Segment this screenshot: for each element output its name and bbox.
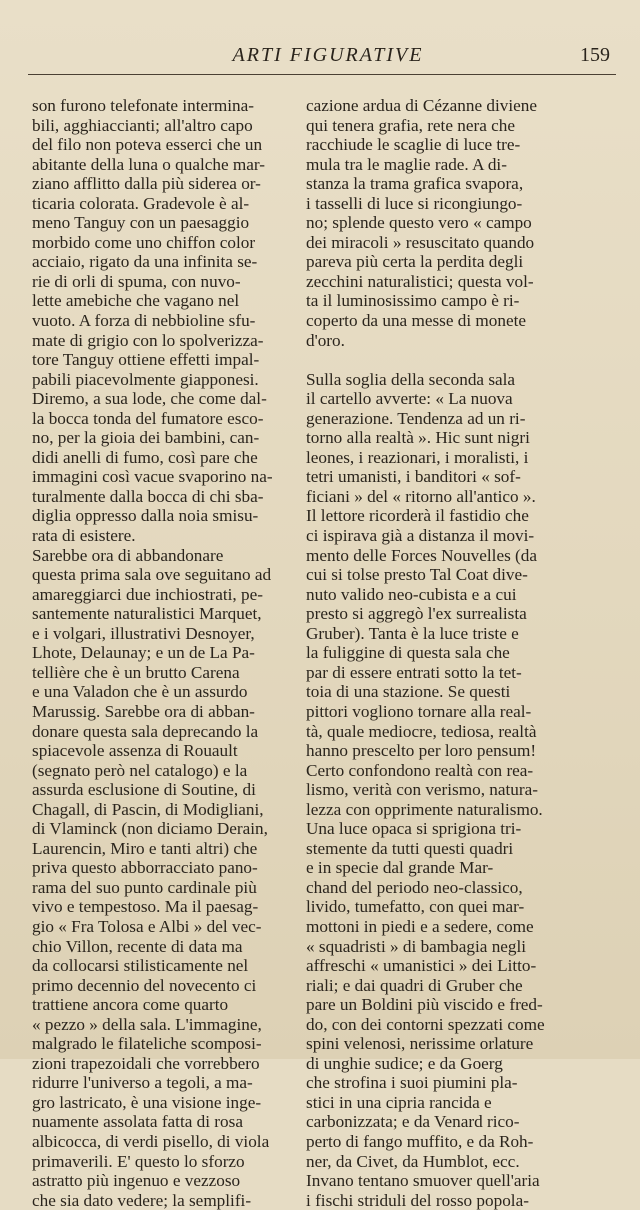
text-line: son furono telefonate intermina-: [32, 96, 254, 115]
text-line: malgrado le filateliche scomposi-: [32, 1034, 262, 1054]
text-line: coperto da una messe di monete: [306, 311, 527, 331]
text-line: gio « Fra Tolosa e Albi » del vec-: [32, 916, 262, 936]
text-line: livido, tumefatto, con quei mar-: [306, 897, 525, 917]
text-line: acciaio, rigato da una infinita se-: [32, 252, 258, 272]
text-line: donare questa sala deprecando la: [32, 721, 259, 741]
text-line: qui tenera grafia, rete nera che: [306, 115, 515, 135]
text-line: amareggiarci due inchiostrati, pe-: [32, 584, 263, 604]
text-line: primo decennio del novecento ci: [32, 975, 257, 995]
text-line: astratto più ingenuo e vezzoso: [32, 1171, 241, 1191]
page-number: 159: [580, 44, 610, 66]
text-line: cui si tolse presto Tal Coat dive-: [306, 565, 528, 585]
text-line: tore Tanguy ottiene effetti impal-: [32, 350, 260, 370]
page-header: [28, 44, 616, 76]
text-line: Una luce opaca si sprigiona tri-: [306, 819, 522, 839]
text-line: Marussig. Sarebbe ora di abban-: [32, 701, 255, 721]
left-column: [32, 96, 290, 1210]
text-line: Sarebbe ora di abbandonare: [32, 545, 224, 565]
text-line: dei miracoli » resuscitato quando: [306, 232, 535, 252]
text-line: meno Tanguy con un paesaggio: [32, 213, 250, 233]
text-line: turalmente dalla bocca di chi sba-: [32, 486, 264, 506]
text-line: lezza con opprimente naturalismo.: [306, 799, 543, 819]
text-line: no; splende questo vero « campo: [306, 213, 532, 233]
text-line: del filo non poteva esserci che un: [32, 135, 263, 155]
text-line: generazione. Tendenza ad un ri-: [306, 408, 526, 428]
text-line: da collocarsi stilisticamente nel: [32, 956, 249, 976]
text-line: par di essere entrati sotto la tet-: [306, 662, 522, 682]
text-line: lette amebiche che vagano nel: [32, 291, 240, 311]
text-line: tà, quale mediocre, tediosa, realtà: [306, 721, 537, 741]
text-line: mula tra le maglie rade. A di-: [306, 154, 507, 174]
text-line: « pezzo » della sala. L'immagine,: [32, 1014, 262, 1034]
text-line: Gruber). Tanta è la luce triste e: [306, 623, 519, 643]
text-line: chio Villon, recente di data ma: [32, 936, 243, 956]
text-line: rie di orli di spuma, con nuvo-: [32, 271, 241, 291]
text-line: priva questo abborracciato pano-: [32, 858, 258, 878]
text-line: tellière che è un brutto Carena: [32, 662, 240, 682]
running-title: ARTI FIGURATIVE: [232, 44, 424, 66]
text-line: ficiani » del « ritorno all'antico ».: [306, 486, 536, 506]
text-line: la bocca tonda del fumatore esco-: [32, 408, 264, 428]
text-line: hanno prescelto per loro pensum!: [306, 741, 537, 761]
text-line: primaverili. E' questo lo sforzo: [32, 1151, 245, 1171]
text-line: stanza la trama grafica svapora,: [306, 174, 524, 194]
text-line: vuoto. A forza di nebbioline sfu-: [32, 311, 256, 331]
text-line: e in specie dal grande Mar-: [306, 858, 494, 878]
text-line: didi anelli di fumo, così pare che: [32, 447, 258, 467]
text-line: santemente naturalistici Marquet,: [32, 604, 262, 624]
text-line: racchiude le scaglie di luce tre-: [306, 135, 521, 155]
text-line: la fuliggine di questa sala che: [306, 643, 510, 663]
text-line: zioni trapezoidali che vorrebbero: [32, 1053, 260, 1073]
text-line: Chagall, di Pascin, di Modigliani,: [32, 799, 264, 819]
text-line: nuamente assolata fatta di rosa: [32, 1112, 243, 1132]
text-line: di Vlaminck (non diciamo Derain,: [32, 819, 268, 839]
text-line: Sulla soglia della seconda sala: [306, 369, 516, 389]
text-line: il cartello avverte: « La nuova: [306, 389, 513, 409]
text-line: chand del periodo neo-classico,: [306, 877, 523, 897]
text-line: no, per la gioia dei bambini, can-: [32, 428, 260, 448]
paragraph-gap: [306, 350, 558, 370]
text-line: do, con dei contorni spezzati come: [306, 1014, 545, 1034]
text-line: mottoni in piedi e a sedere, come: [306, 916, 534, 936]
text-line: di unghie sudice; e da Goerg: [306, 1053, 503, 1073]
text-line: pabili piacevolmente giapponesi.: [32, 369, 259, 389]
text-line: i tasselli di luce si ricongiungo-: [306, 193, 523, 213]
text-line: carbonizzata; e da Venard rico-: [306, 1112, 520, 1132]
text-line: mate di grigio con lo spolverizza-: [32, 330, 264, 350]
text-line: pareva più certa la perdita degli: [306, 252, 524, 272]
right-column: [306, 96, 558, 1210]
text-line: lismo, verità con verismo, natura-: [306, 780, 538, 800]
text-line: e i volgari, illustrativi Desnoyer,: [32, 623, 255, 643]
text-line: assurda esclusione di Soutine, di: [32, 780, 256, 800]
text-line: presto si aggregò l'ex surrealista: [306, 604, 527, 624]
text-line: ticaria colorata. Gradevole è al-: [32, 193, 250, 213]
text-line: i fischi striduli del rosso popola-: [306, 1190, 529, 1210]
text-line: bili, agghiaccianti; all'altro capo: [32, 115, 253, 135]
text-line: affreschi « umanistici » dei Litto-: [306, 956, 537, 976]
text-line: riali; e dai quadri di Gruber che: [306, 975, 523, 995]
text-line: Certo confondono realtà con rea-: [306, 760, 534, 780]
text-line: ziano afflitto dalla più siderea or-: [32, 174, 261, 194]
text-line: vivo e tempestoso. Ma il paesag-: [32, 897, 259, 917]
text-line: leones, i reazionari, i moralisti, i: [306, 447, 529, 467]
text-line: tetri umanisti, i banditori « sof-: [306, 467, 521, 487]
text-line: morbido come uno chiffon color: [32, 232, 256, 252]
text-line: Il lettore ricorderà il fastidio che: [306, 506, 529, 526]
text-line: rata di esistere.: [32, 526, 136, 546]
text-line: abitante della luna o qualche mar-: [32, 154, 266, 174]
text-line: Invano tentano smuover quell'aria: [306, 1171, 540, 1191]
text-line: cazione ardua di Cézanne diviene: [306, 96, 537, 115]
text-line: che strofina i suoi piumini pla-: [306, 1073, 518, 1093]
text-line: mento delle Forces Nouvelles (da: [306, 545, 538, 565]
text-line: « squadristi » di bambagia negli: [306, 936, 527, 956]
text-line: perto di fango muffito, e da Roh-: [306, 1131, 534, 1151]
text-line: gro lastricato, è una visione inge-: [32, 1092, 262, 1112]
text-line: toia di una stazione. Se questi: [306, 682, 511, 702]
text-line: ci ispirava già a distanza il movi-: [306, 526, 535, 546]
text-line: stici in una cipria rancida e: [306, 1092, 492, 1112]
text-line: trattiene ancora come quarto: [32, 995, 229, 1015]
text-line: spini velenosi, nerissime orlature: [306, 1034, 534, 1054]
text-line: questa prima sala ove seguitano ad: [32, 565, 272, 585]
header-rule: [28, 74, 616, 75]
text-line: torno alla realtà ». Hic sunt nigri: [306, 428, 530, 448]
text-line: che sia dato vedere; la semplifi-: [32, 1190, 252, 1210]
text-line: ner, da Civet, da Humblot, ecc.: [306, 1151, 520, 1171]
text-line: albicocca, di verdi pisello, di viola: [32, 1131, 270, 1151]
text-line: ridurre l'universo a tegoli, a ma-: [32, 1073, 253, 1093]
text-line: immagini così vacue svaporino na-: [32, 467, 273, 487]
right-paragraph-1: [306, 96, 558, 350]
text-line: spiacevole assenza di Rouault: [32, 741, 238, 761]
text-line: stemente da tutti questi quadri: [306, 838, 514, 858]
text-line: e una Valadon che è un assurdo: [32, 682, 248, 702]
text-line: zecchini naturalistici; questa vol-: [306, 271, 534, 291]
text-line: pittori vogliono tornare alla real-: [306, 701, 532, 721]
text-line: Diremo, a sua lode, che come dal-: [32, 389, 267, 409]
text-line: d'oro.: [306, 330, 345, 350]
text-line: rama del suo punto cardinale più: [32, 877, 257, 897]
right-paragraph-2: [306, 370, 558, 1210]
text-line: nuto valido neo-cubista e a cui: [306, 584, 517, 604]
text-line: Lhote, Delaunay; e un de La Pa-: [32, 643, 255, 663]
text-line: pare un Boldini più viscido e fred-: [306, 995, 543, 1015]
text-line: Laurencin, Miro e tanti altri) che: [32, 838, 258, 858]
text-line: diglia oppresso dalla noia smisu-: [32, 506, 259, 526]
text-line: (segnato però nel catalogo) e la: [32, 760, 248, 780]
text-line: ta il luminosissimo campo è ri-: [306, 291, 520, 311]
